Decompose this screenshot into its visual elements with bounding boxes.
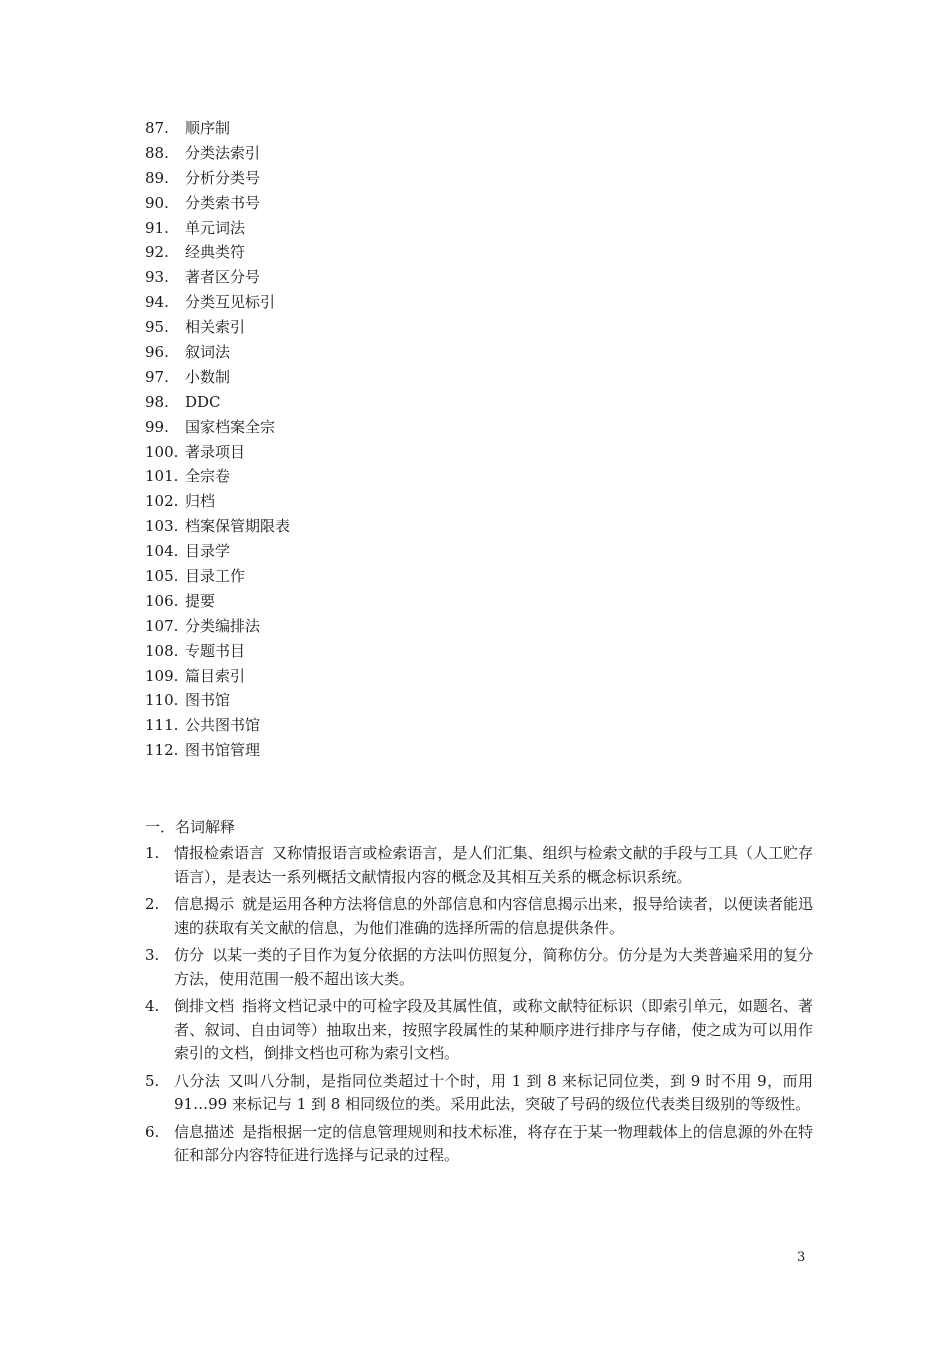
list-item bbox=[145, 166, 290, 191]
list-item-text: 全宗卷 bbox=[185, 467, 231, 486]
glossary-section bbox=[145, 815, 813, 1172]
list-item bbox=[145, 664, 290, 689]
definition-term: 信息揭示 bbox=[174, 895, 235, 913]
list-item bbox=[145, 265, 290, 290]
list-item bbox=[145, 639, 290, 664]
definition-item bbox=[145, 1070, 813, 1117]
list-item bbox=[145, 240, 290, 265]
list-item bbox=[145, 738, 290, 763]
list-item bbox=[145, 191, 290, 216]
list-item bbox=[145, 440, 290, 465]
list-item-text: 顺序制 bbox=[185, 119, 231, 137]
list-item bbox=[145, 539, 290, 564]
list-item bbox=[145, 116, 290, 141]
definition-body: 又叫八分制，是指同位类超过十个时，用 1 到 8 来标记同位类，到 9 时不用 9，而用 91…99 来标记与 1 到 8 相同级位的类。采用此法，突破了号码的级位代表类目级别的等级性。 bbox=[174, 1071, 813, 1113]
list-item-text: 著者区分号 bbox=[185, 268, 261, 287]
list-item-number: 94. bbox=[145, 293, 169, 312]
list-item bbox=[145, 514, 290, 539]
list-item-number: 98. bbox=[145, 392, 169, 411]
definition-item bbox=[145, 1121, 813, 1168]
list-item bbox=[145, 614, 290, 639]
definition-item bbox=[145, 842, 813, 889]
list-item-text: 分类法索引 bbox=[185, 143, 261, 162]
list-item-number: 101. bbox=[145, 467, 179, 486]
list-item bbox=[145, 216, 290, 241]
list-item bbox=[145, 141, 290, 166]
list-item-text: 分类编排法 bbox=[185, 616, 261, 635]
list-item-number: 97. bbox=[145, 367, 169, 386]
definition-body: 是指根据一定的信息管理规则和技术标准，将存在于某一物理载体上的信息源的外在特征和部分内容特征进行选择与记录的过程。 bbox=[174, 1122, 813, 1164]
list-item-number: 110. bbox=[145, 691, 179, 710]
list-item-text: 小数制 bbox=[185, 367, 231, 386]
definition-body: 又称情报语言或检索语言，是人们汇集、组织与检索文献的手段与工具（人工贮存语言），是表达一系列概括文献情报内容的概念及其相互关系的概念标识系统。 bbox=[174, 844, 813, 886]
list-item-text: 归档 bbox=[185, 492, 216, 511]
list-item-text: 相关索引 bbox=[185, 318, 246, 337]
list-item bbox=[145, 340, 290, 365]
definition-list bbox=[145, 842, 813, 1168]
list-item bbox=[145, 688, 290, 713]
list-item-text: 目录学 bbox=[185, 542, 231, 561]
list-item-number: 89. bbox=[145, 168, 169, 187]
definition-number: 3. bbox=[145, 946, 160, 964]
list-item-text: 公共图书馆 bbox=[185, 716, 261, 735]
list-item-text: 图书馆管理 bbox=[185, 741, 261, 760]
terms-list bbox=[145, 116, 290, 763]
list-item bbox=[145, 489, 290, 514]
list-item-number: 91. bbox=[145, 218, 169, 237]
list-item-text: 分类互见标引 bbox=[185, 293, 276, 312]
list-item-number: 111. bbox=[145, 716, 179, 735]
list-item-number: 109. bbox=[145, 666, 179, 685]
list-item-text: 目录工作 bbox=[185, 567, 246, 586]
definition-number: 2. bbox=[145, 895, 160, 913]
list-item-text: 分析分类号 bbox=[185, 168, 261, 187]
definition-item bbox=[145, 944, 813, 991]
list-item-number: 108. bbox=[145, 641, 179, 660]
list-item-number: 103. bbox=[145, 517, 179, 536]
definition-term: 八分法 bbox=[174, 1071, 221, 1090]
list-item-text: DDC bbox=[185, 392, 221, 411]
list-item-number: 92. bbox=[145, 243, 169, 262]
list-item-text: 叙词法 bbox=[185, 343, 231, 362]
definition-term: 信息描述 bbox=[174, 1122, 235, 1141]
list-item bbox=[145, 464, 290, 489]
list-item bbox=[145, 589, 290, 614]
list-item bbox=[145, 390, 290, 415]
definition-body: 就是运用各种方法将信息的外部信息和内容信息揭示出来，报导给读者，以便读者能迅速的获取有关文献的信息，为他们准确的选择所需的信息提供条件。 bbox=[174, 895, 813, 937]
list-item bbox=[145, 415, 290, 440]
list-item-number: 107. bbox=[145, 616, 179, 635]
definition-body: 指将文档记录中的可检字段及其属性值，或称文献特征标识（即索引单元，如题名、著者、叙词、自由词等）抽取出来，按照字段属性的某种顺序进行排序与存储，使之成为可以用作索引的文档，倒排文档也可称为索引文档。 bbox=[174, 997, 813, 1062]
list-item-number: 100. bbox=[145, 442, 179, 461]
list-item-text: 档案保管期限表 bbox=[185, 517, 291, 536]
list-item-text: 分类索书号 bbox=[185, 193, 261, 212]
list-item-number: 106. bbox=[145, 591, 179, 610]
definition-body: 以某一类的子目作为复分依据的方法叫仿照复分，简称仿分。仿分是为大类普遍采用的复分方法，使用范围一般不超出该大类。 bbox=[174, 946, 813, 988]
list-item-number: 87. bbox=[145, 119, 169, 137]
list-item-number: 88. bbox=[145, 143, 169, 162]
page-number: 3 bbox=[797, 1250, 806, 1265]
list-item-text: 单元词法 bbox=[185, 218, 246, 237]
section-title: 一．名词解释 bbox=[145, 818, 236, 836]
list-item bbox=[145, 365, 290, 390]
definition-number: 1. bbox=[145, 844, 160, 862]
list-item-number: 112. bbox=[145, 741, 179, 760]
list-item-number: 105. bbox=[145, 567, 179, 586]
list-item-text: 著录项目 bbox=[185, 442, 246, 461]
list-item bbox=[145, 713, 290, 738]
list-item bbox=[145, 564, 290, 589]
list-item-text: 篇目索引 bbox=[185, 666, 246, 685]
list-item bbox=[145, 290, 290, 315]
definition-term: 倒排文档 bbox=[174, 997, 235, 1015]
list-item bbox=[145, 315, 290, 340]
list-item-text: 提要 bbox=[185, 591, 216, 610]
definition-number: 4. bbox=[145, 997, 160, 1015]
list-item-number: 104. bbox=[145, 542, 179, 561]
definition-item bbox=[145, 995, 813, 1066]
list-item-text: 专题书目 bbox=[185, 641, 246, 660]
list-item-text: 经典类符 bbox=[185, 243, 246, 262]
definition-item bbox=[145, 893, 813, 940]
list-item-number: 99. bbox=[145, 417, 169, 436]
list-item-number: 93. bbox=[145, 268, 169, 287]
list-item-number: 96. bbox=[145, 343, 169, 362]
list-item-text: 国家档案全宗 bbox=[185, 417, 276, 436]
list-item-number: 90. bbox=[145, 193, 169, 212]
definition-number: 6. bbox=[145, 1122, 160, 1141]
list-item-number: 102. bbox=[145, 492, 179, 511]
list-item-number: 95. bbox=[145, 318, 169, 337]
definition-number: 5. bbox=[145, 1071, 160, 1090]
definition-term: 情报检索语言 bbox=[174, 844, 265, 862]
definition-term: 仿分 bbox=[174, 946, 205, 964]
list-item-text: 图书馆 bbox=[185, 691, 231, 710]
